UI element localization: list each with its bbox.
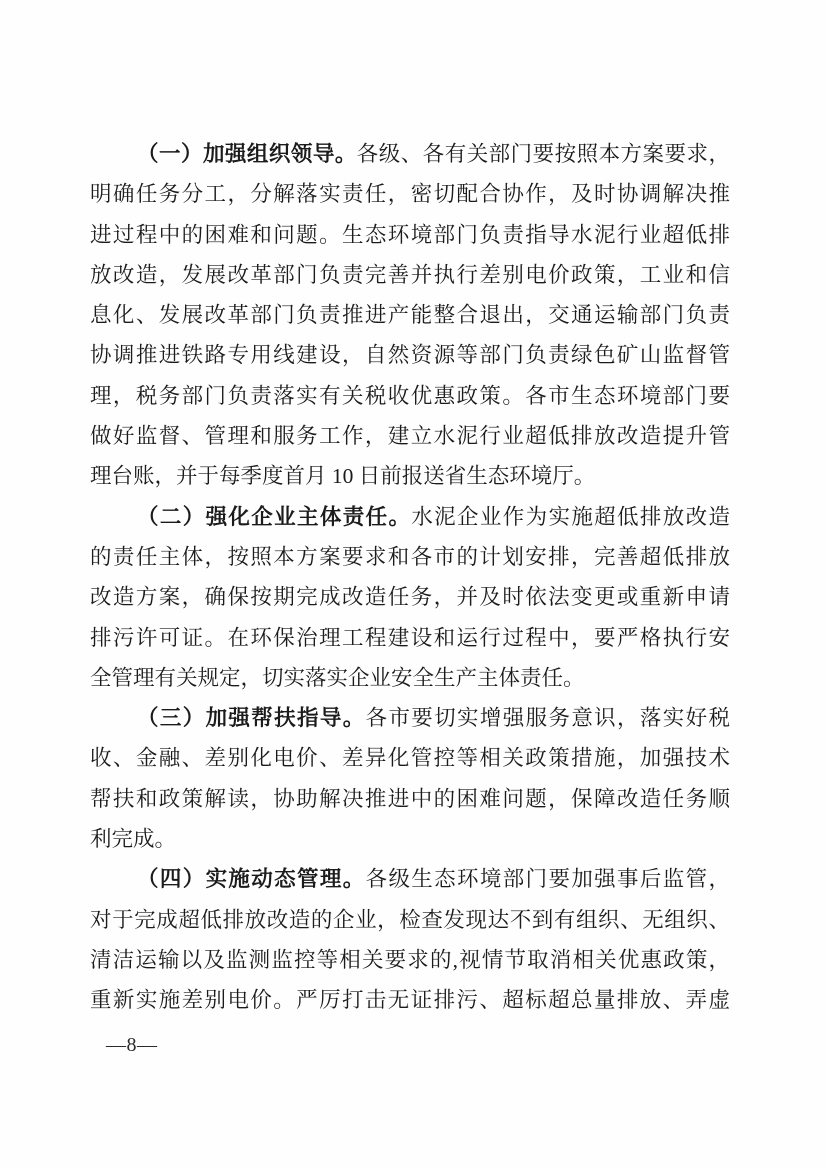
text-line: 对于完成超低排放改造的企业，检查发现达不到有组织、无组织、 — [90, 907, 730, 932]
text-line: 协调推进铁路专用线建设，自然资源等部门负责绿色矿山监督管 — [90, 343, 730, 368]
text-line: 理台账，并于每季度首月 10 日前报送省生态环境厅。 — [90, 464, 596, 489]
text-line: 明确任务分工，分解落实责任，密切配合协作，及时协调解决推 — [90, 182, 730, 207]
text-line: （三）加强帮扶指导。各市要切实增强服务意识，落实好税 — [137, 706, 730, 731]
text-line: （四）实施动态管理。各级生态环境部门要加强事后监管， — [137, 867, 730, 892]
page-number: —8— — [106, 1034, 158, 1056]
text-line: 收、金融、差别化电价、差异化管控等相关政策措施，加强技术 — [90, 746, 730, 771]
paragraph-heading: （三）加强帮扶指导。 — [137, 706, 366, 731]
text-line: 改造方案，确保按期完成改造任务，并及时依法变更或重新申请 — [90, 585, 730, 610]
text-line: 重新实施差别电价。严厉打击无证排污、超标超总量排放、弄虚 — [90, 988, 730, 1013]
text-line: 进过程中的困难和问题。生态环境部门负责指导水泥行业超低排 — [90, 222, 730, 247]
text-line: （一）加强组织领导。各级、各有关部门要按照本方案要求， — [137, 142, 730, 166]
text-line: 理，税务部门负责落实有关税收优惠政策。各市生态环境部门要 — [90, 383, 730, 408]
text-line: 做好监督、管理和服务工作，建立水泥行业超低排放改造提升管 — [90, 424, 730, 449]
text-line: （二）强化企业主体责任。水泥企业作为实施超低排放改造 — [137, 504, 730, 529]
text-line: 利完成。 — [90, 827, 177, 852]
document-body — [90, 134, 730, 1021]
text-line: 的责任主体，按照本方案要求和各市的计划安排，完善超低排放 — [90, 544, 730, 569]
text-line: 帮扶和政策解读，协助解决推进中的困难问题，保障改造任务顺 — [90, 786, 730, 811]
paragraph-heading: （二）强化企业主体责任。 — [137, 504, 412, 529]
text-line: 排污许可证。在环保治理工程建设和运行过程中，要严格执行安 — [90, 625, 730, 650]
text-line: 放改造，发展改革部门负责完善并执行差别电价政策，工业和信 — [90, 262, 730, 287]
text-line: 清洁运输以及监测监控等相关要求的,视情节取消相关优惠政策， — [90, 947, 730, 972]
paragraph-heading: （四）实施动态管理。 — [137, 867, 366, 892]
text-line: 全管理有关规定，切实落实企业安全生产主体责任。 — [90, 665, 585, 690]
text-line: 息化、发展改革部门负责推进产能整合退出，交通运输部门负责 — [90, 303, 730, 328]
paragraph-heading: （一）加强组织领导。 — [137, 142, 357, 166]
